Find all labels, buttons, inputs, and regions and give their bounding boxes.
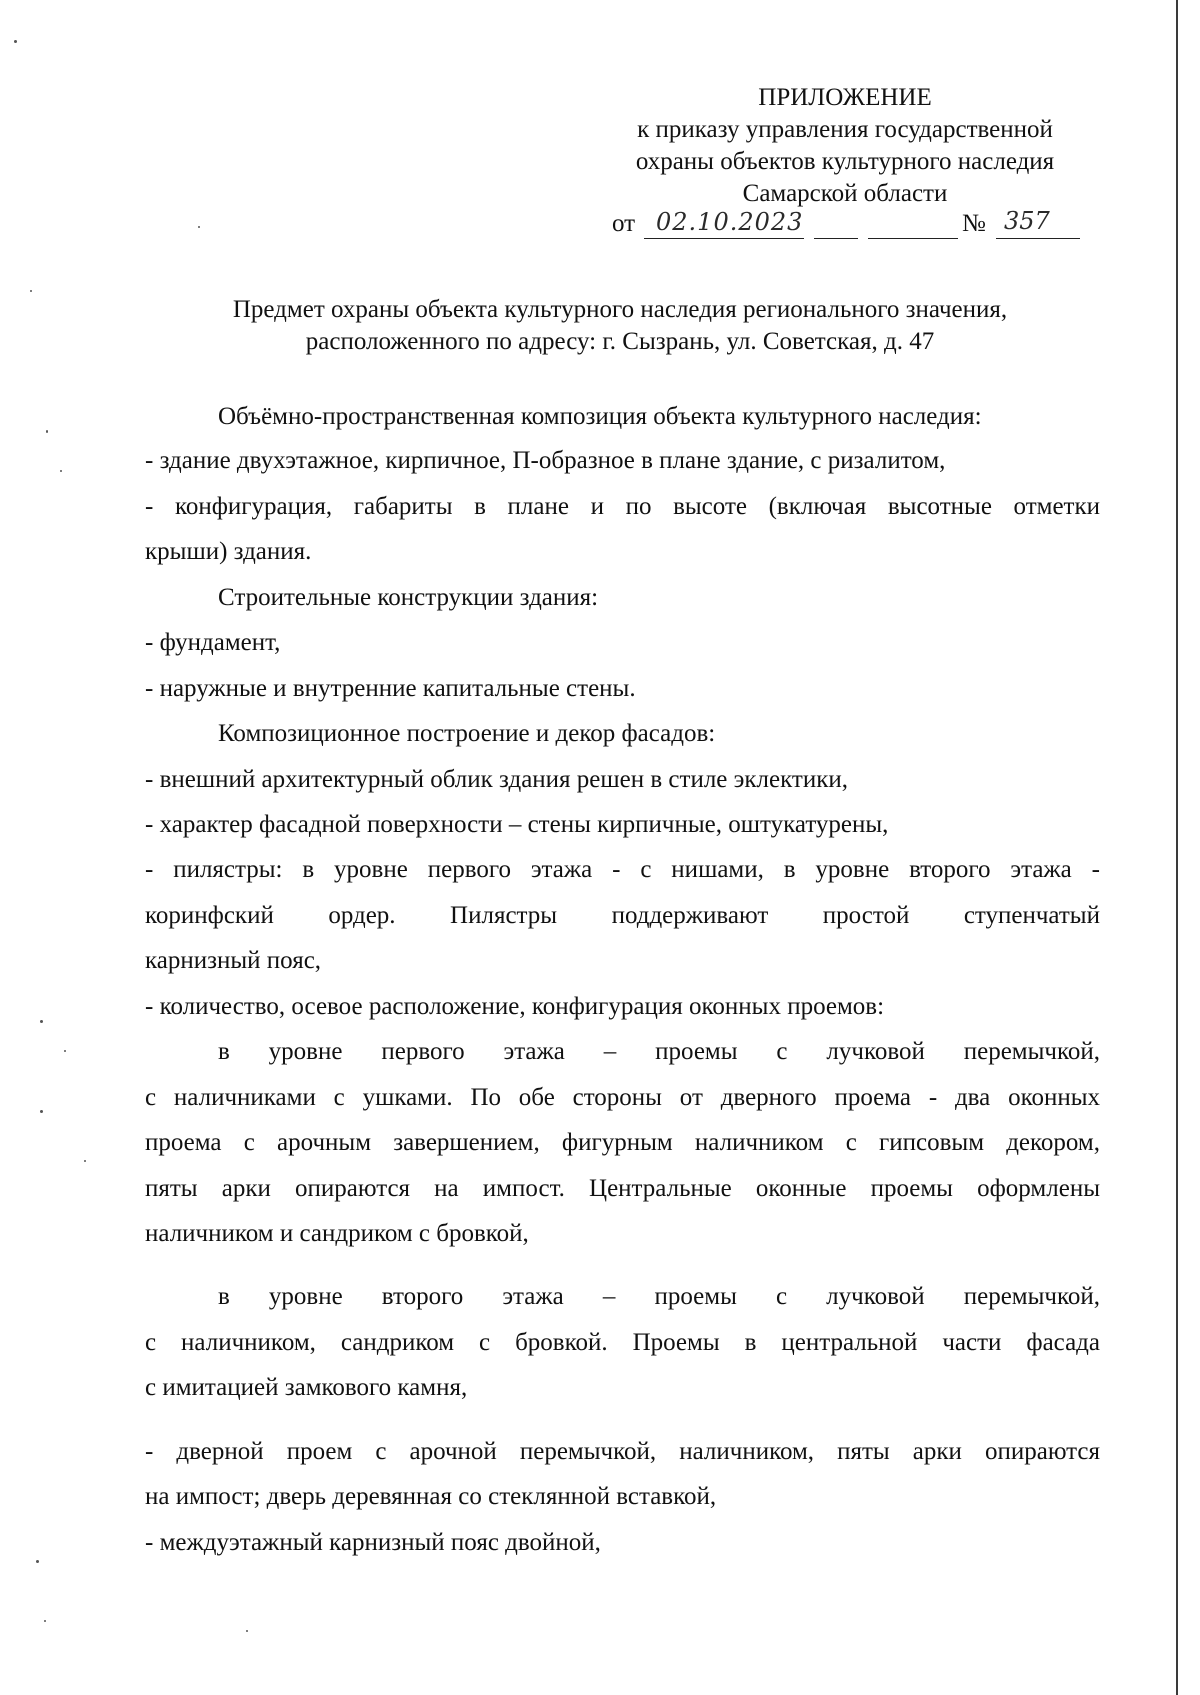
body-line: - внешний архитектурный облик здания решен в стиле эклектики, — [145, 766, 848, 793]
body-line: - характер фасадной поверхности – стены кирпичные, оштукатурены, — [145, 811, 889, 838]
body-line: - фундамент, — [145, 629, 281, 656]
scan-speck — [14, 40, 17, 43]
body-line: проема с арочным завершением, фигурным наличником с гипсовым декором, — [145, 1129, 1100, 1156]
body-line: - количество, осевое расположение, конфигурация оконных проемов: — [145, 993, 885, 1020]
appendix-line-2: охраны объектов культурного наследия — [635, 148, 1055, 175]
body-line: наличником и сандриком с бровкой, — [145, 1220, 529, 1247]
document-subject — [140, 294, 1100, 358]
body-line: - междуэтажный карнизный пояс двойной, — [145, 1529, 601, 1556]
number-underline — [996, 238, 1080, 239]
body-line: - наружные и внутренние капитальные стены. — [145, 675, 636, 702]
scan-speck — [60, 470, 62, 472]
body-line: с наличниками с ушками. По обе стороны от дверного проема - два оконных — [145, 1084, 1100, 1111]
handwritten-number: 357 — [1004, 207, 1050, 235]
scan-speck — [64, 1050, 66, 1052]
body-line: в уровне первого этажа – проемы с лучковой перемычкой, — [218, 1038, 1100, 1065]
scan-speck — [46, 430, 48, 433]
appendix-title: ПРИЛОЖЕНИЕ — [758, 84, 932, 111]
date-underline — [644, 238, 804, 239]
appendix-line-3: Самарской области — [742, 180, 948, 207]
body-line: в уровне второго этажа – проемы с лучковой перемычкой, — [218, 1283, 1100, 1310]
body-line: Объёмно-пространственная композиция объекта культурного наследия: — [218, 403, 982, 430]
spacer-underline-2 — [868, 238, 958, 239]
body-line: с имитацией замкового камня, — [145, 1374, 468, 1401]
subject-line-1: Предмет охраны объекта культурного наследия регионального значения, — [232, 296, 1008, 323]
scan-speck — [84, 1160, 86, 1162]
body-line: - здание двухэтажное, кирпичное, П-образное в плане здание, с ризалитом, — [145, 447, 946, 474]
body-line: крыши) здания. — [145, 538, 312, 565]
appendix-header — [600, 82, 1090, 210]
body-line: коринфский ордер. Пилястры поддерживают простой ступенчатый — [145, 902, 1100, 929]
body-line: - дверной проем с арочной перемычкой, наличником, пяты арки опираются — [145, 1438, 1100, 1465]
body-line: на импост; дверь деревянная со стеклянной вставкой, — [145, 1483, 717, 1510]
scan-speck — [40, 1020, 43, 1023]
page-edge-line — [1176, 0, 1178, 1695]
order-date-number-line — [612, 207, 1082, 244]
scan-speck — [246, 1630, 248, 1632]
number-label: № — [962, 210, 986, 237]
scan-speck — [36, 1560, 39, 1563]
body-line: Композиционное построение и декор фасадов: — [218, 720, 716, 747]
body-line: Строительные конструкции здания: — [218, 584, 599, 611]
spacer-underline — [814, 238, 858, 239]
handwritten-date: 02.10.2023 — [656, 208, 804, 236]
subject-line-2: расположенного по адресу: г. Сызрань, ул. Советская, д. 47 — [305, 328, 935, 355]
body-line: с наличником, сандриком с бровкой. Проемы в центральной части фасада — [145, 1329, 1100, 1356]
scan-speck — [40, 1110, 43, 1113]
scan-speck — [44, 1620, 46, 1622]
body-line: пяты арки опираются на импост. Центральные оконные проемы оформлены — [145, 1175, 1100, 1202]
body-line: - пилястры: в уровне первого этажа - с нишами, в уровне второго этажа - — [145, 856, 1100, 883]
appendix-line-1: к приказу управления государственной — [637, 116, 1053, 143]
scan-speck — [30, 290, 32, 292]
body-line: - конфигурация, габариты в плане и по высоте (включая высотные отметки — [145, 493, 1100, 520]
scan-speck — [198, 226, 200, 228]
body-line: карнизный пояс, — [145, 947, 322, 974]
from-label: от — [612, 210, 636, 237]
